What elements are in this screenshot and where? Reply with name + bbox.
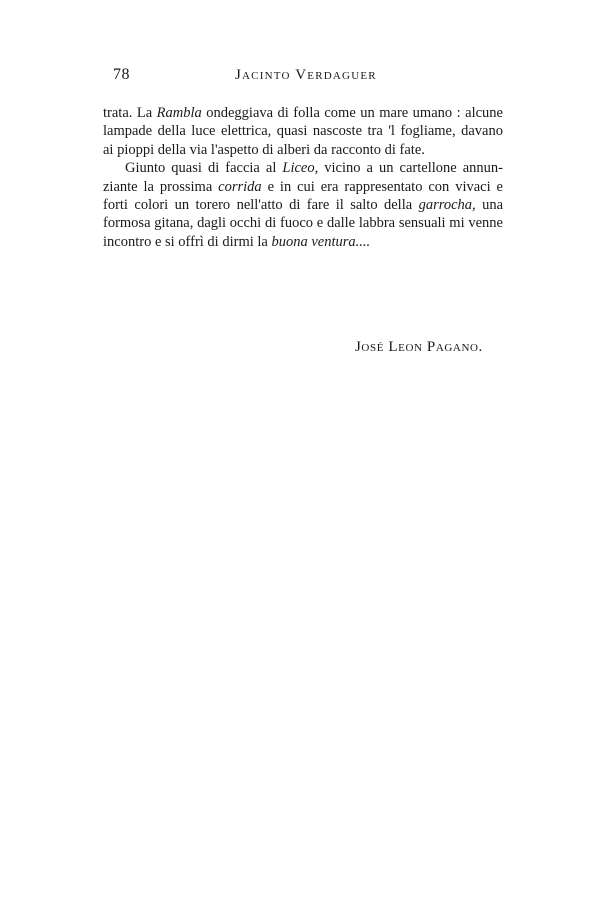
text-segment: una	[475, 197, 504, 214]
text-segment: Giunto quasi di faccia al	[125, 160, 283, 177]
italic-text: Rambla	[156, 105, 202, 121]
italic-text: corrida	[218, 178, 262, 195]
body-text	[103, 104, 503, 251]
text-line	[103, 159, 503, 177]
text-line	[103, 178, 503, 196]
text-segment: trata. La	[103, 105, 157, 121]
page-number: 78	[113, 66, 130, 83]
text-segment: ai pioppi della via l'aspetto di alberi da racconto di fate.	[103, 141, 425, 158]
text-line	[103, 233, 503, 251]
text-line	[103, 104, 503, 122]
text-line	[103, 122, 503, 140]
text-line	[103, 196, 503, 214]
page-header	[113, 66, 503, 86]
italic-text: Liceo,	[282, 160, 319, 177]
text-segment: lampade della luce elettrica, quasi nascoste tra 'l fogliame, davano	[103, 123, 503, 140]
text-segment: formosa gitana, dagli occhi di fuoco e dalle labbra sensuali mi venne	[103, 215, 503, 232]
text-segment: ondeggiava di folla come un mare umano : alcune	[201, 105, 503, 121]
text-segment: ziante la prossima	[103, 178, 219, 195]
text-segment: e in cui era rappresentato con vivaci e	[261, 178, 503, 195]
italic-text: garrocha,	[418, 197, 476, 214]
text-segment: forti colori un torero nell'atto di fare il salto della	[103, 197, 419, 214]
text-segment: vicino a un cartellone annun-	[318, 160, 503, 177]
text-segment: incontro e si offrì di dirmi la	[103, 233, 272, 250]
italic-text: buona ventura....	[271, 233, 371, 250]
text-line	[103, 141, 503, 159]
running-title: Jacinto Verdaguer	[235, 67, 377, 83]
author-signature: José Leon Pagano.	[355, 339, 483, 355]
text-line	[103, 214, 503, 232]
